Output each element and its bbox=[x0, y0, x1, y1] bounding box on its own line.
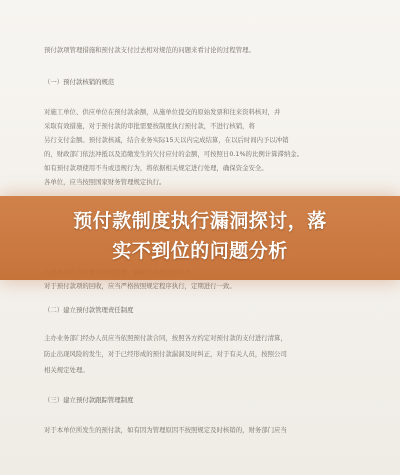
title-line-2: 实不到位的问题分析 bbox=[112, 240, 288, 262]
document-line: 对于本单位所发生的预付款，如有因为管理原因不按照规定及时核销的，财务部门应当 bbox=[44, 426, 287, 434]
document-line: 的，财政部门依法冲抵以及追缴发生的欠付应付的金额，可按照日0.1%的比例计算滞纳金。 bbox=[44, 150, 304, 158]
document-line: 采取有效措施，对于预付款的审批需要按制度执行预付款，不进行核销，将 bbox=[44, 122, 255, 130]
document-line: 预付款项管理措施和预付款支付过去相对规范的问题来看讨论的过程管理。 bbox=[44, 46, 255, 54]
section-heading: （二）建立预付款管理责任制度 bbox=[44, 306, 134, 314]
document-line: 主办业务部门经办人员应当依照预付款合同，按照各方约定对预付款的支付进行清算， bbox=[44, 334, 287, 342]
document-line: 防止出现风险的发生，对于已经形成的预付款漏洞及时纠正，对于有关人员，按照公司 bbox=[44, 350, 287, 358]
document-line: 对施工单位、供应单位在预付款余额，从施单位提交的原始发票和往来资料核对，并 bbox=[44, 108, 281, 116]
document-line: 对于预付款项的回收，应当严格按照规定程序执行，定期进行一致。 bbox=[44, 282, 236, 290]
document-line: 如有预付款项使用不当或违规行为，将依据相关规定进行处理，确保资金安全。 bbox=[44, 164, 268, 172]
section-heading: （一）预付款核销的规范 bbox=[44, 78, 115, 86]
section-heading: （三）建立预付款跟踪管理制度 bbox=[44, 396, 134, 404]
document-line: 各单位，应当按照国家财务管理规定执行。 bbox=[44, 178, 166, 186]
document-line: 另行支付金额。预付款核减，结合业务实际15天以内完成结算，在以后时间内予以冲销 bbox=[44, 136, 289, 144]
article-title[interactable] bbox=[0, 206, 400, 266]
title-line-1: 预付款制度执行漏洞探讨，落 bbox=[73, 210, 327, 232]
document-line: 相关规定处理。 bbox=[44, 366, 89, 374]
